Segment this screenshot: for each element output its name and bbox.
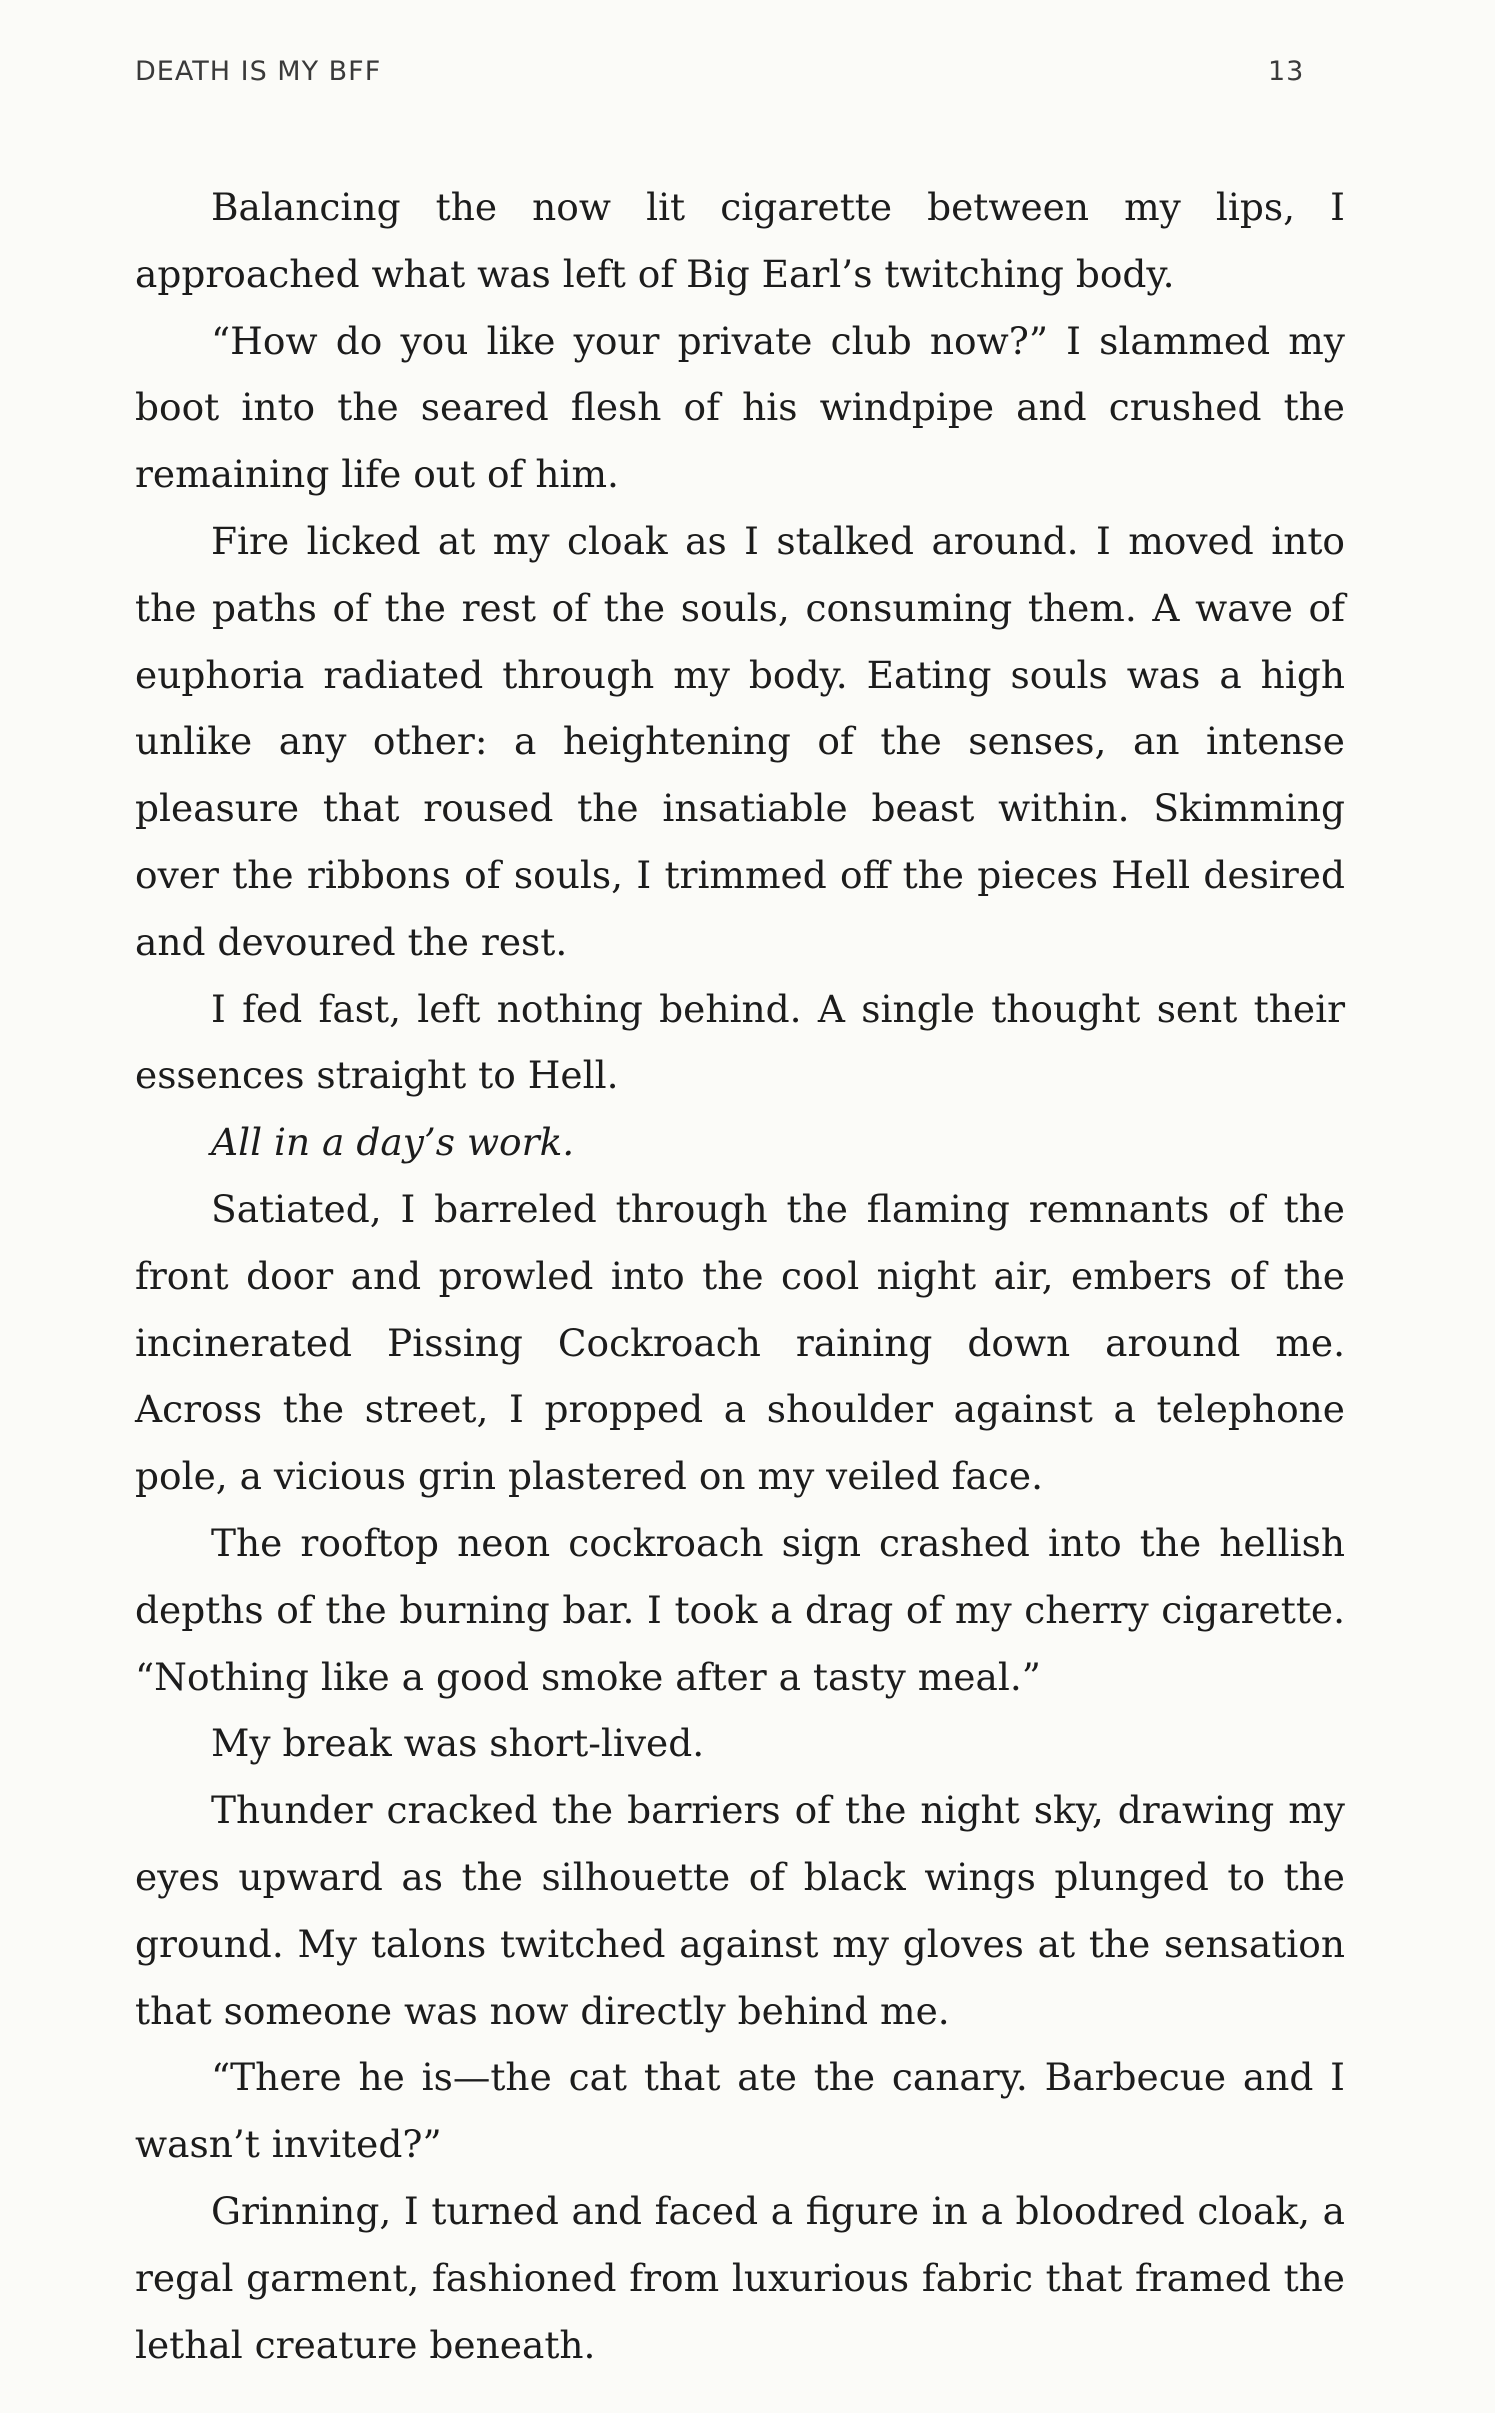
paragraph: Satiated, I barreled through the flaming remnants of the front door and prowled into the cool night air, embers of the incinerated Pissing Cockroach raining down around me. Across the street, I propped a shoulder against a telephone pole, a vicious grin plastered on my veiled face. bbox=[135, 1186, 1345, 1499]
page-number: 13 bbox=[1268, 56, 1305, 87]
paragraph: “How do you like your private club now?” I slammed my boot into the seared flesh of his windpipe and crushed the remaining life out of him. bbox=[135, 318, 1345, 497]
italic-paragraph: All in a day’s work. bbox=[211, 1120, 575, 1165]
paragraph: I fed fast, left nothing behind. A single thought sent their essences straight to Hell. bbox=[135, 986, 1345, 1098]
paragraph: Grinning, I turned and faced a figure in a bloodred cloak, a regal garment, fashioned from luxurious fabric that framed the lethal creature beneath. bbox=[135, 2188, 1345, 2367]
body-text bbox=[135, 174, 1345, 2378]
paragraph: Fire licked at my cloak as I stalked around. I moved into the paths of the rest of the souls, consuming them. A wave of euphoria radiated through my body. Eating souls was a high unlike any other: a heightening of the senses, an intense pleasure that roused the insatiable beast within. Skimming over the ribbons of souls, I trimmed off the pieces Hell desired and devoured the rest. bbox=[135, 518, 1345, 964]
paragraph: “There he is—the cat that ate the canary. Barbecue and I wasn’t invited?” bbox=[135, 2055, 1345, 2167]
paragraph: Thunder cracked the barriers of the night sky, drawing my eyes upward as the silhouette of black wings plunged to the ground. My talons twitched against my gloves at the sensation that someone was now directly behind me. bbox=[135, 1788, 1345, 2033]
running-head: DEATH IS MY BFF bbox=[135, 56, 382, 87]
paragraph: My break was short-lived. bbox=[211, 1721, 705, 1766]
paragraph: Balancing the now lit cigarette between my lips, I approached what was left of Big Earl’s twitching body. bbox=[135, 185, 1345, 296]
paragraph: The rooftop neon cockroach sign crashed into the hellish depths of the burning bar. I took a drag of my cherry cigarette. “Nothing like a good smoke after a tasty meal.” bbox=[135, 1520, 1345, 1699]
